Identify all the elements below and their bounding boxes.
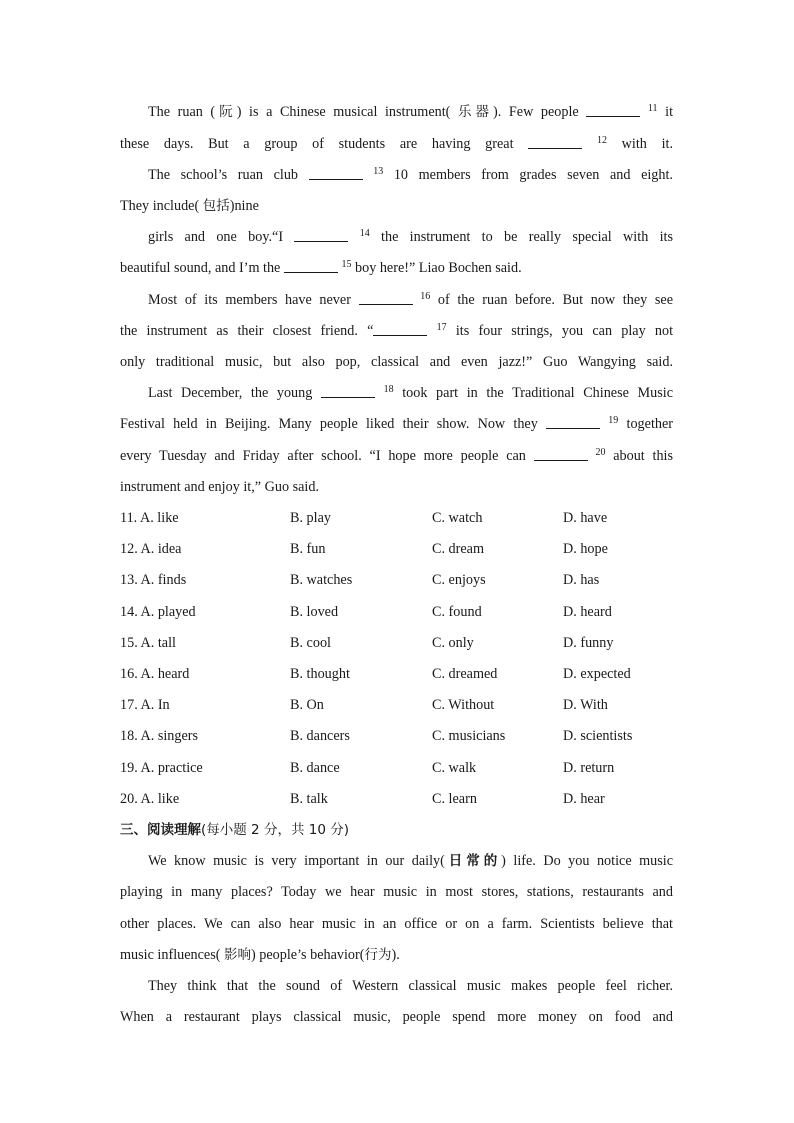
blank-number: 17 xyxy=(436,322,447,333)
option-b[interactable]: B. dance xyxy=(290,760,340,776)
option-b[interactable]: B. fun xyxy=(290,541,326,557)
option-c[interactable]: C. watch xyxy=(432,510,483,526)
answer-blank[interactable] xyxy=(321,383,375,398)
option-c[interactable]: C. dreamed xyxy=(432,666,498,682)
option-b[interactable]: B. talk xyxy=(290,791,328,807)
option-d[interactable]: D. heard xyxy=(563,604,612,620)
passage-line: They think that the sound of Western classical music makes people feel richer. xyxy=(148,978,673,994)
question-number: 14. A. played xyxy=(120,604,196,620)
blank-number: 11 xyxy=(647,103,658,114)
option-b[interactable]: B. dancers xyxy=(290,728,350,744)
passage-line: We know music is very important in our daily(日常的) life. Do you notice music xyxy=(148,853,674,869)
option-c[interactable]: C. dream xyxy=(432,541,485,557)
option-c[interactable]: C. musicians xyxy=(432,728,506,744)
answer-blank[interactable] xyxy=(586,102,640,117)
answer-blank[interactable] xyxy=(528,134,582,149)
blank-number: 18 xyxy=(383,384,394,395)
question-number: 13. A. finds xyxy=(120,572,187,588)
answer-blank[interactable] xyxy=(546,414,600,429)
blank-number: 14 xyxy=(359,228,370,239)
passage-line: When a restaurant plays classical music, people spend more money on food and xyxy=(120,1009,673,1025)
blank-number: 16 xyxy=(420,291,431,302)
question-number: 20. A. like xyxy=(120,791,180,807)
question-number: 12. A. idea xyxy=(120,541,182,557)
option-d[interactable]: D. expected xyxy=(563,666,631,682)
answer-blank[interactable] xyxy=(373,321,427,336)
passage-line: girls and one boy.“I $^{14}$ the instrument to be really special with its xyxy=(148,228,674,245)
option-c[interactable]: C. learn xyxy=(432,791,477,807)
option-c[interactable]: C. Without xyxy=(432,697,495,713)
passage-line: playing in many places? Today we hear music in most stores, stations, restaurants and xyxy=(120,884,673,900)
section-heading: 三、阅读理解(每小题 2 分，共 10 分) xyxy=(120,822,349,838)
passage-line: only traditional music, but also pop, classical and even jazz!” Guo Wangying said. xyxy=(120,354,673,370)
question-number: 11. A. like xyxy=(120,510,179,526)
passage-line: the instrument as their closest friend. “ $^{17}$ its four strings, you can play not xyxy=(120,322,674,339)
question-number: 15. A. tall xyxy=(120,635,176,651)
option-c[interactable]: C. found xyxy=(432,604,482,620)
option-d[interactable]: D. hear xyxy=(563,791,605,807)
option-d[interactable]: D. scientists xyxy=(563,728,633,744)
blank-number: 19 xyxy=(608,415,619,426)
question-number: 19. A. practice xyxy=(120,760,203,776)
option-d[interactable]: D. With xyxy=(563,697,608,713)
option-d[interactable]: D. return xyxy=(563,760,615,776)
answer-blank[interactable] xyxy=(284,258,338,273)
passage-line: other places. We can also hear music in an office or on a farm. Scientists believe that xyxy=(120,916,673,932)
option-d[interactable]: D. hope xyxy=(563,541,608,557)
passage-line: beautiful sound, and I’m the $^{15}$ boy here!” Liao Bochen said. xyxy=(120,259,522,276)
question-number: 17. A. In xyxy=(120,697,170,713)
option-c[interactable]: C. only xyxy=(432,635,474,651)
option-d[interactable]: D. funny xyxy=(563,635,614,651)
blank-number: 20 xyxy=(595,447,606,458)
passage-line: these days. But a group of students are having great $^{12}$ with it. xyxy=(120,135,673,152)
option-c[interactable]: C. enjoys xyxy=(432,572,486,588)
option-b[interactable]: B. loved xyxy=(290,604,339,620)
option-b[interactable]: B. play xyxy=(290,510,331,526)
answer-blank[interactable] xyxy=(359,290,413,305)
question-number: 18. A. singers xyxy=(120,728,199,744)
passage-line: The school’s ruan club $^{13}$ 10 members from grades seven and eight. xyxy=(148,166,673,183)
passage-line: instrument and enjoy it,” Guo said. xyxy=(120,479,319,495)
passage-line: Festival held in Beijing. Many people liked their show. Now they $^{19}$ together xyxy=(120,415,674,432)
option-b[interactable]: B. On xyxy=(290,697,324,713)
passage-line: They include( 包括)nine xyxy=(120,198,259,214)
option-d[interactable]: D. has xyxy=(563,572,600,588)
blank-number: 15 xyxy=(341,259,352,270)
passage-line: every Tuesday and Friday after school. “I hope more people can $^{20}$ about this xyxy=(120,447,673,464)
option-d[interactable]: D. have xyxy=(563,510,608,526)
passage-line: Last December, the young $^{18}$ took part in the Traditional Chinese Music xyxy=(148,384,674,401)
answer-blank[interactable] xyxy=(309,165,363,180)
blank-number: 12 xyxy=(596,135,607,146)
passage-line: The ruan (阮) is a Chinese musical instrument( 乐器). Few people $^{11}$ it xyxy=(148,103,674,120)
option-b[interactable]: B. watches xyxy=(290,572,353,588)
passage-line: Most of its members have never $^{16}$ of the ruan before. But now they see xyxy=(148,291,673,308)
option-b[interactable]: B. cool xyxy=(290,635,331,651)
option-c[interactable]: C. walk xyxy=(432,760,477,776)
answer-blank[interactable] xyxy=(534,446,588,461)
blank-number: 13 xyxy=(373,166,384,177)
answer-blank[interactable] xyxy=(294,227,348,242)
option-b[interactable]: B. thought xyxy=(290,666,350,682)
passage-line: music influences( 影响) people’s behavior(行为). xyxy=(120,947,400,963)
question-number: 16. A. heard xyxy=(120,666,190,682)
